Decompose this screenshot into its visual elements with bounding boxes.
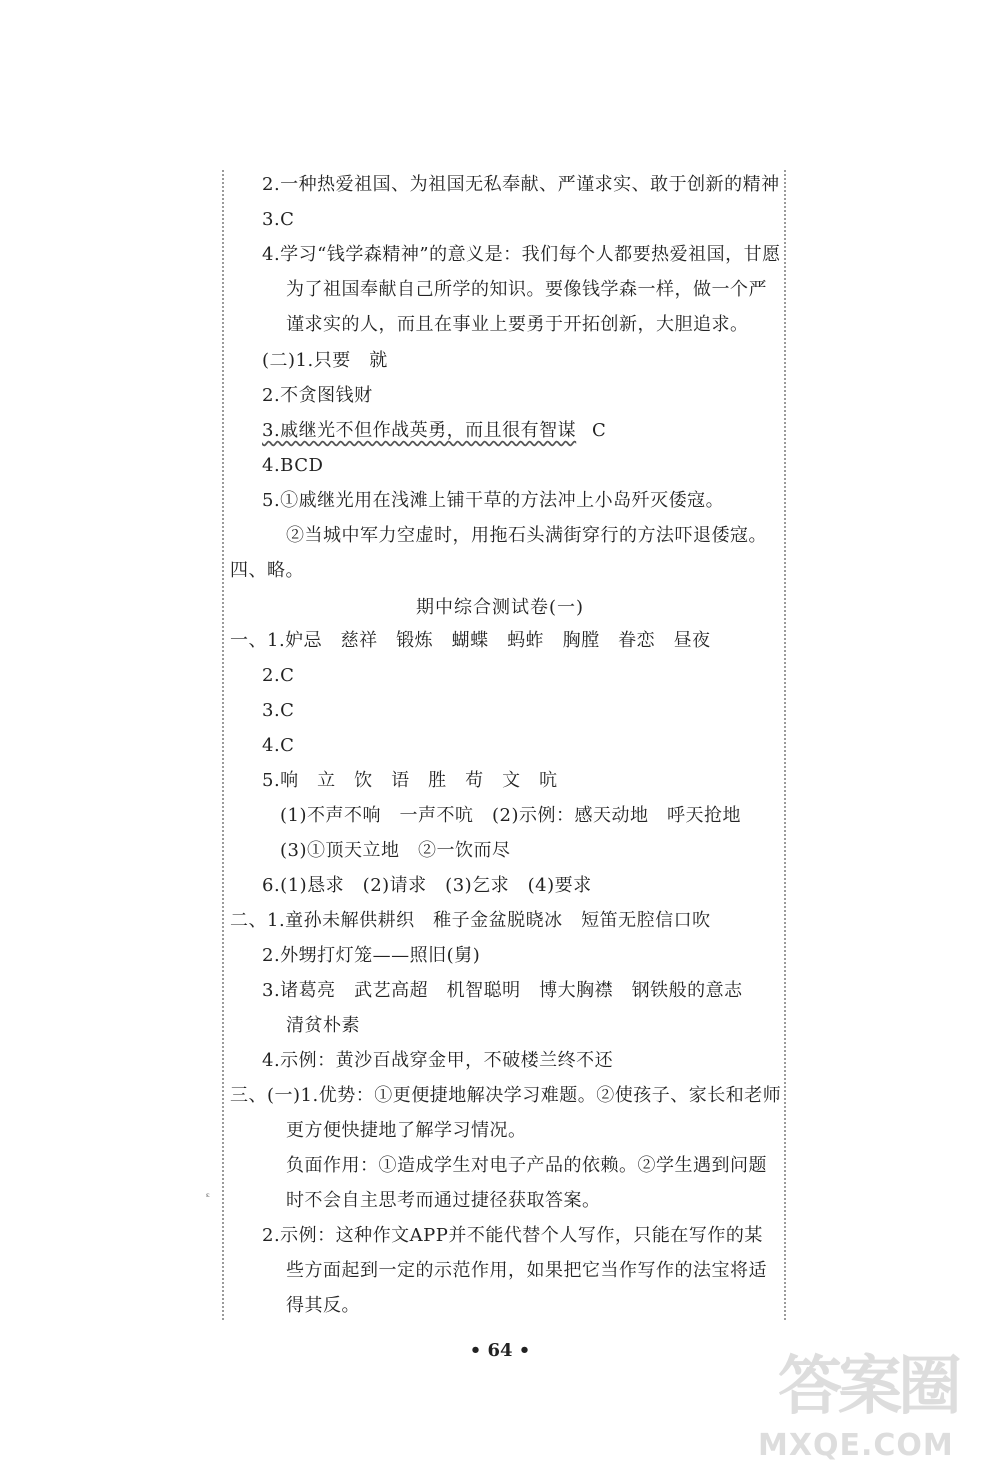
page-number: • 64 •: [469, 1340, 531, 1361]
text-line: 3.诸葛亮 武艺高超 机智聪明 博大胸襟 钢铁般的意志: [262, 980, 743, 1001]
text-line: 时不会自主思考而通过捷径获取答案。: [286, 1190, 601, 1211]
text-line: (1)不声不响 一声不吭 (2)示例：感天动地 呼天抢地: [280, 805, 741, 826]
dotted-frame: [222, 170, 786, 1320]
watermark-logo: 答案圈: [778, 1350, 958, 1424]
text-line: 2.不贪图钱财: [262, 385, 373, 406]
wavy-underlined-answer: 3.戚继光不但作战英勇，而且很有智谋: [262, 420, 577, 441]
watermark-url: MXQE.COM: [758, 1428, 954, 1463]
text-line: 三、(一)1.优势：①更便捷地解决学习难题。②使孩子、家长和老师: [230, 1085, 782, 1106]
text-line: 2.C: [262, 665, 295, 686]
text-line: 得其反。: [286, 1295, 360, 1316]
text-line: 2.示例：这种作文APP并不能代替个人写作，只能在写作的某: [262, 1225, 763, 1246]
text-line: 4.示例：黄沙百战穿金甲，不破楼兰终不还: [262, 1050, 614, 1071]
text-line: 6.(1)恳求 (2)请求 (3)乞求 (4)要求: [262, 875, 592, 896]
section-title: 期中综合测试卷(一): [415, 597, 585, 618]
text-line: 3.C: [262, 209, 295, 230]
text-line: 为了祖国奉献自己所学的知识。要像钱学森一样，做一个严: [286, 279, 767, 300]
text-line: 2.一种热爱祖国、为祖国无私奉献、严谨求实、敢于创新的精神: [262, 174, 780, 195]
text-line: 一、1.妒忌 慈祥 锻炼 蝴蝶 蚂蚱 胸膛 眷恋 昼夜: [230, 630, 711, 651]
text-line: 5.①戚继光用在浅滩上铺干草的方法冲上小岛歼灭倭寇。: [262, 490, 725, 511]
text-line: 2.外甥打灯笼——照旧(舅): [262, 945, 481, 966]
text-line: C: [592, 420, 607, 441]
text-line: 二、1.童孙未解供耕织 稚子金盆脱晓冰 短笛无腔信口吹: [230, 910, 711, 931]
text-line: (二)1.只要 就: [262, 350, 388, 371]
text-line: 4.BCD: [262, 455, 324, 476]
text-line: 清贫朴素: [286, 1015, 360, 1036]
text-line: 负面作用：①造成学生对电子产品的依赖。②学生遇到问题: [286, 1155, 767, 1176]
watermark: [748, 1335, 988, 1465]
text-line: 谨求实的人，而且在事业上要勇于开拓创新，大胆追求。: [286, 314, 749, 335]
text-line: 3.C: [262, 700, 295, 721]
scan-speck: ᵋ: [206, 1190, 211, 1204]
text-line: 些方面起到一定的示范作用，如果把它当作写作的法宝将适: [286, 1260, 767, 1281]
text-line: 4.学习“钱学森精神”的意义是：我们每个人都要热爱祖国，甘愿: [262, 244, 781, 265]
text-line: (3)①顶天立地 ②一饮而尽: [280, 840, 511, 861]
text-line: 四、略。: [230, 560, 304, 581]
text-line: 5.响 立 饮 语 胜 苟 文 吭: [262, 770, 558, 791]
text-line: 更方便快捷地了解学习情况。: [286, 1120, 527, 1141]
text-line: ②当城中军力空虚时，用拖石头满街穿行的方法吓退倭寇。: [286, 525, 767, 546]
text-line: 4.C: [262, 735, 295, 756]
